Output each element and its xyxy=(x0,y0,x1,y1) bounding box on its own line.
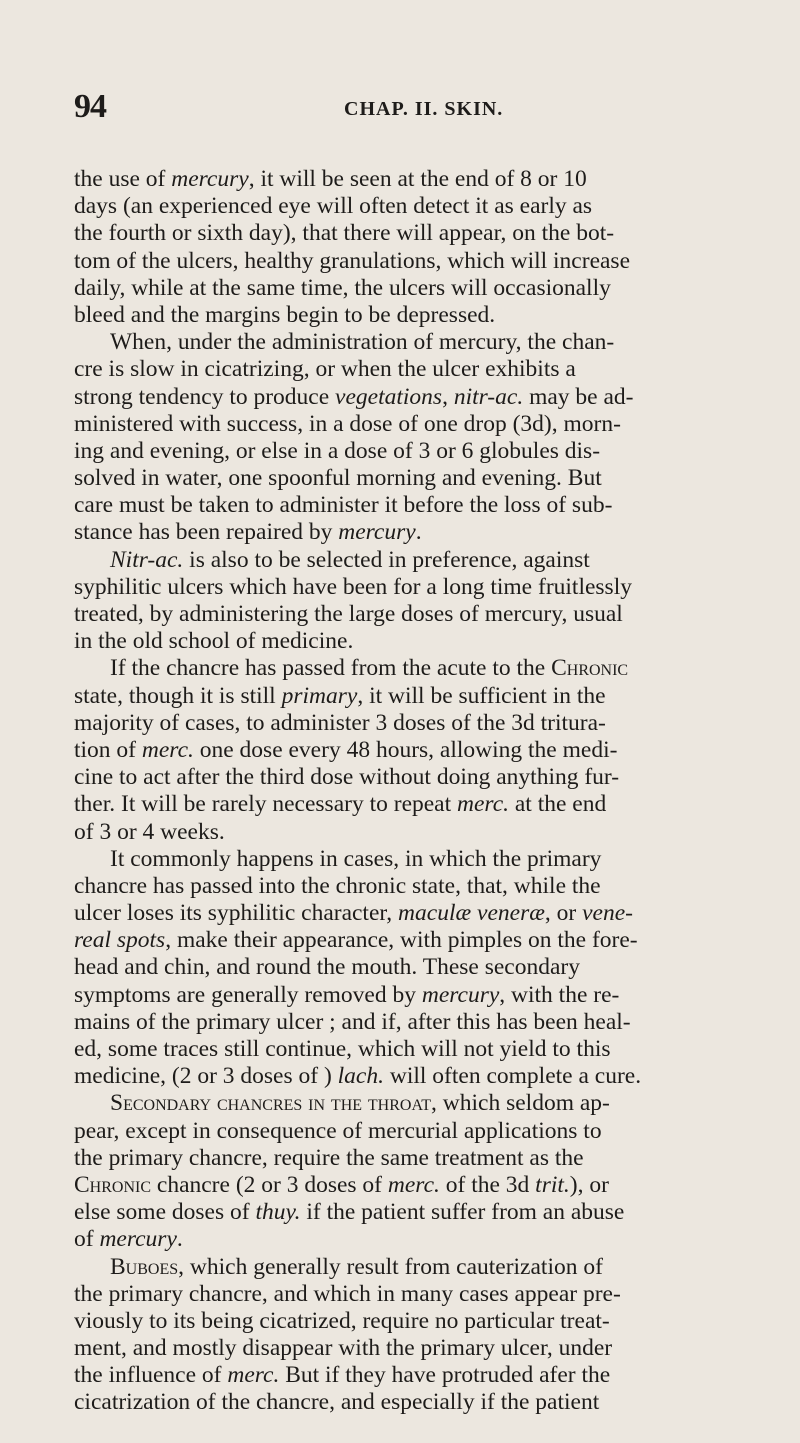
text-line xyxy=(74,1009,774,1036)
text-line xyxy=(74,1335,774,1362)
text-run: tion of xyxy=(74,736,142,763)
text-line xyxy=(74,1389,774,1416)
text-run: cicatrization of the chancre, and especially if the patient xyxy=(74,1389,600,1416)
text-line xyxy=(74,465,774,492)
text-run: ther. It will be rarely necessary to repeat xyxy=(74,791,458,818)
text-run: It commonly happens in cases, in which the primary xyxy=(110,845,602,872)
text-line xyxy=(74,1063,774,1090)
text-run: at the end xyxy=(509,791,607,818)
italic-text: vegetations xyxy=(335,383,443,410)
italic-text: Nitr-ac. xyxy=(110,546,184,573)
page-number: 94 xyxy=(74,88,106,125)
text-run: , which generally result from cauterization of xyxy=(178,1253,603,1280)
text-run: head and chin, and round the mouth. These secondary xyxy=(74,954,580,981)
text-run: treated, by administering the large doses of mercury, usual xyxy=(74,601,623,627)
text-run: stance has been repaired by xyxy=(74,519,339,546)
text-line xyxy=(74,220,774,247)
text-run: , xyxy=(442,383,454,410)
italic-text: merc. xyxy=(227,1362,280,1389)
text-line xyxy=(74,1199,774,1226)
text-run: medicine, (2 or 3 doses of ) xyxy=(74,1063,338,1090)
italic-text: real spots xyxy=(74,927,166,954)
italic-text: trit. xyxy=(535,1171,570,1198)
page-header xyxy=(74,88,774,128)
text-line xyxy=(74,438,774,465)
text-run: syphilitic ulcers which have been for a long time fruitlessly xyxy=(74,573,632,600)
text-line xyxy=(74,411,774,438)
text-run: of 3 or 4 weeks. xyxy=(74,818,225,845)
italic-text: merc. xyxy=(141,736,194,763)
italic-text: primary xyxy=(281,682,358,709)
text-run: the fourth or sixth day), that there will appear, on the bot- xyxy=(74,220,615,247)
italic-text: nitr-ac. xyxy=(453,383,524,410)
text-line xyxy=(74,275,774,302)
text-run: , which seldom ap- xyxy=(431,1090,610,1117)
text-line xyxy=(74,683,774,710)
text-line xyxy=(74,764,774,791)
text-line xyxy=(74,574,774,601)
text-line xyxy=(74,193,774,220)
text-line xyxy=(74,1308,774,1335)
text-run: pear, except in consequence of mercurial applications to xyxy=(74,1117,602,1144)
text-line xyxy=(74,710,774,737)
text-line xyxy=(74,737,774,764)
text-run: chancre (2 or 3 doses of xyxy=(151,1171,388,1198)
text-line xyxy=(74,1362,774,1389)
text-line xyxy=(74,900,774,927)
text-run: ed, some traces still continue, which will not yield to this xyxy=(74,1036,611,1062)
italic-text: mercury xyxy=(338,519,416,546)
text-run: is also to be selected in preference, against xyxy=(183,546,590,573)
text-run: But if they have protruded afer the xyxy=(279,1362,611,1389)
text-run: cre is slow in cicatrizing, or when the ulcer exhibits a xyxy=(74,356,576,383)
text-run: cine to act after the third dose without doing anything fur- xyxy=(74,764,620,791)
text-line xyxy=(74,873,774,900)
text-line xyxy=(74,954,774,981)
text-line xyxy=(74,519,774,546)
text-run: state, though it is still xyxy=(74,682,282,709)
text-line xyxy=(74,1254,774,1281)
text-run: tom of the ulcers, healthy granulations, which will increase xyxy=(74,247,631,274)
text-run: ulcer loses its syphilitic character, xyxy=(74,900,399,927)
italic-text: merc. xyxy=(457,791,509,818)
text-run: , make their appearance, with pimples on the fore- xyxy=(165,927,638,954)
text-run: else some doses of xyxy=(74,1199,256,1226)
small-caps-text: Chronic xyxy=(551,655,629,682)
text-line xyxy=(74,248,774,275)
text-run: ment, and mostly disappear with the primary ulcer, under xyxy=(74,1335,613,1362)
text-line xyxy=(74,1226,774,1253)
text-line xyxy=(74,1145,774,1172)
text-run: if the patient suffer from an abuse xyxy=(300,1199,625,1226)
small-caps-text: Secondary chancres in the throat xyxy=(110,1090,432,1117)
italic-text: lach. xyxy=(337,1063,384,1090)
italic-text: maculæ veneræ xyxy=(398,900,545,927)
text-line xyxy=(74,982,774,1009)
italic-text: merc. xyxy=(387,1171,440,1198)
text-line xyxy=(74,384,774,411)
text-run: When, under the administration of mercury, the chan- xyxy=(110,329,615,356)
text-line xyxy=(74,628,774,655)
text-run: ministered with success, in a dose of one drop (3d), morn- xyxy=(74,410,621,437)
text-run: ), or xyxy=(569,1171,609,1198)
text-run: solved in water, one spoonful morning and evening. But xyxy=(74,465,602,492)
text-run: in the old school of medicine. xyxy=(74,628,354,655)
italic-text: thuy. xyxy=(255,1199,301,1226)
text-line xyxy=(74,329,774,356)
text-run: viously to its being cicatrized, require no particular treat- xyxy=(74,1307,610,1334)
text-line xyxy=(74,302,774,329)
text-line xyxy=(74,846,774,873)
text-run: care must be taken to administer it before the loss of sub- xyxy=(74,492,613,519)
text-run: . xyxy=(415,519,422,546)
text-run: may be ad- xyxy=(523,383,634,410)
text-line xyxy=(74,1118,774,1145)
text-line xyxy=(74,1090,774,1117)
italic-text: mercury xyxy=(421,981,500,1008)
text-run: , with the re- xyxy=(499,981,620,1008)
text-run: , it will be seen at the end of 8 or 10 xyxy=(248,166,587,192)
text-run: daily, while at the same time, the ulcers will occasionally xyxy=(74,274,611,301)
text-line xyxy=(74,601,774,628)
text-run: majority of cases, to administer 3 doses of the 3d tritura- xyxy=(74,709,606,736)
text-run: If the chancre has passed from the acute to the xyxy=(110,655,552,682)
text-line xyxy=(74,655,774,682)
text-line xyxy=(74,1172,774,1199)
text-run: chancre has passed into the chronic state, that, while the xyxy=(74,872,601,899)
text-run: the use of xyxy=(74,166,172,192)
text-line xyxy=(74,927,774,954)
text-run: strong tendency to produce xyxy=(74,383,336,410)
text-line xyxy=(74,791,774,818)
text-run: the primary chancre, and which in many cases appear pre- xyxy=(74,1280,621,1307)
text-line xyxy=(74,166,774,193)
text-run: of the 3d xyxy=(439,1171,536,1198)
text-run: mains of the primary ulcer ; and if, after this has been heal- xyxy=(74,1008,631,1035)
text-run: one dose every 48 hours, allowing the medi- xyxy=(193,736,618,763)
text-run: of xyxy=(74,1226,100,1253)
italic-text: mercury xyxy=(99,1226,177,1253)
text-line xyxy=(74,547,774,574)
italic-text: vene- xyxy=(582,900,633,927)
text-run: the influence of xyxy=(74,1362,228,1389)
text-line xyxy=(74,356,774,383)
text-line xyxy=(74,819,774,846)
small-caps-text: Chronic xyxy=(74,1171,152,1198)
text-run: , it will be sufficient in the xyxy=(357,682,606,709)
text-run: bleed and the margins begin to be depressed. xyxy=(74,301,496,328)
running-head: CHAP. II. SKIN. xyxy=(344,98,504,120)
text-line xyxy=(74,492,774,519)
body-text xyxy=(74,166,774,1417)
text-run: the primary chancre, require the same treatment as the xyxy=(74,1144,584,1171)
italic-text: mercury xyxy=(171,166,249,192)
text-line xyxy=(74,1281,774,1308)
text-run: . xyxy=(176,1226,183,1253)
text-run: , or xyxy=(544,900,583,927)
text-run: days (an experienced eye will often detect it as early as xyxy=(74,193,593,220)
small-caps-text: Buboes xyxy=(110,1253,179,1280)
text-run: symptoms are generally removed by xyxy=(74,981,422,1008)
text-run: ing and evening, or else in a dose of 3 or 6 globules dis- xyxy=(74,437,601,464)
text-line xyxy=(74,1036,774,1063)
text-run: will often complete a cure. xyxy=(384,1063,642,1090)
